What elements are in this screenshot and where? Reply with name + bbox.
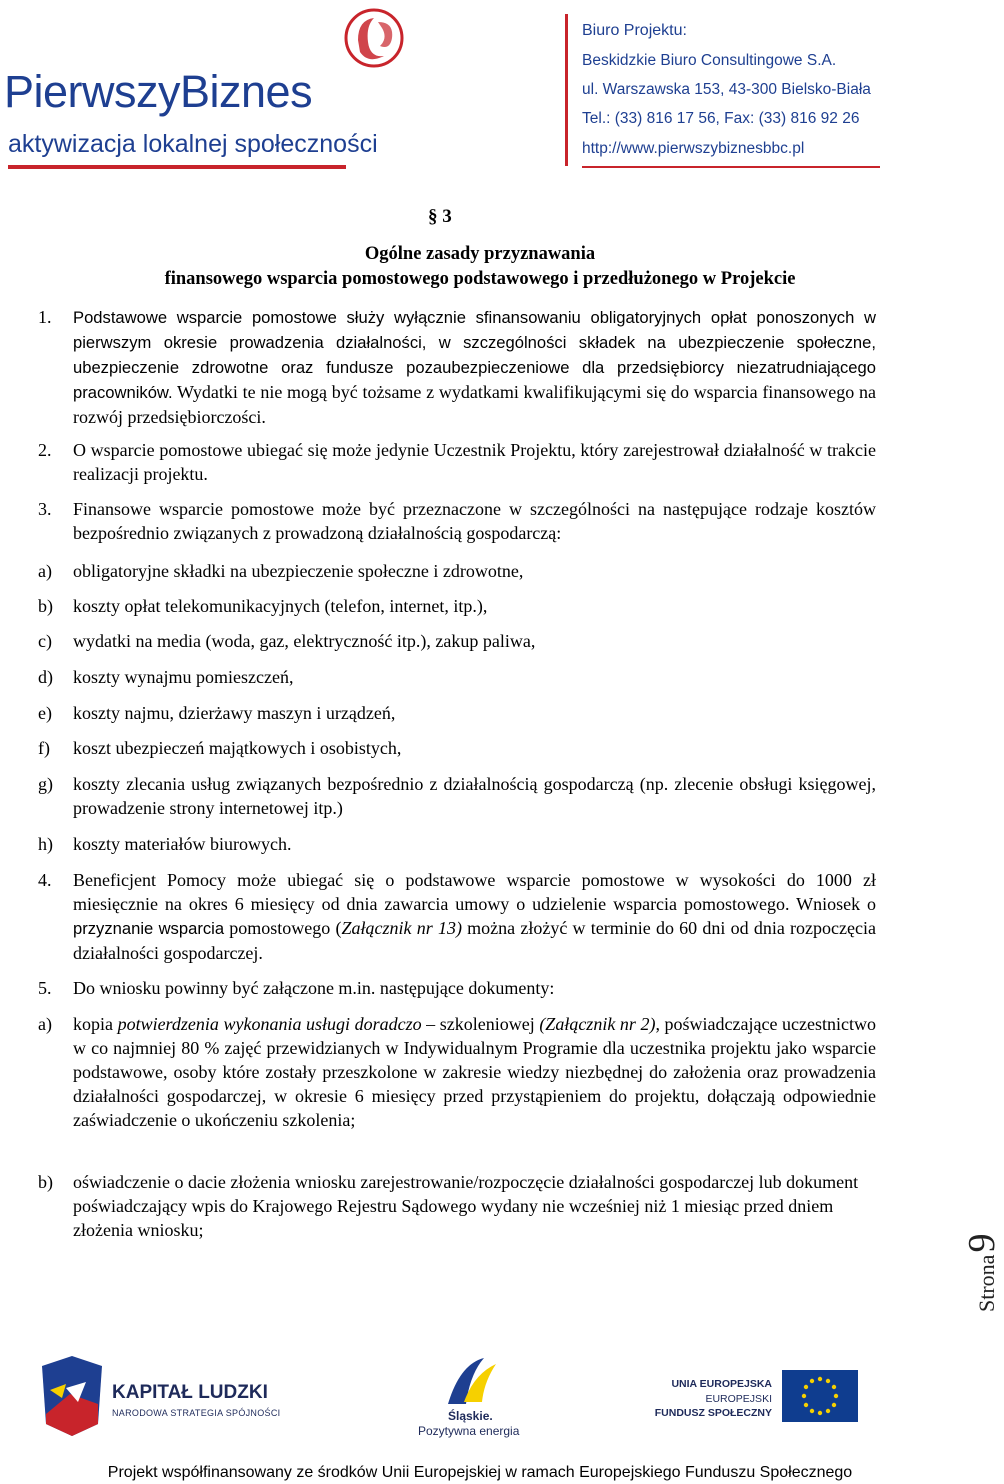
list-item	[38, 594, 876, 618]
eu-title: UNIA EUROPEJSKA	[671, 1378, 772, 1390]
point-text: Do wniosku powinny być załączone m.in. następujące dokumenty:	[73, 978, 555, 998]
slaskie-slogan: Pozytywna energia	[418, 1424, 520, 1438]
list-text-part: kopia	[73, 1014, 118, 1034]
logo-emblem-icon	[328, 2, 420, 77]
eu-flag-icon	[782, 1370, 858, 1422]
point-text-serif: Wydatki te nie mogą być tożsame z wydatkami kwalifikującymi się do wsparcia finansowego na rozwój przedsiębiorczości.	[73, 382, 876, 427]
point-number: 3.	[38, 499, 52, 519]
list-text-part: , poświadczające uczestnictwo w co najmniej 80 % zajęć przewidzianych w Indywidualnym Programie dla uczestnika projektu jako wsparcie podstawowe, osoby które zostały przeszkolone w zakresie wiedzy niezbędnej do założenia oraz prowadzenia działalności gospodarczej, w okresie 6 miesięcy przed przystąpieniem do projektu, dołączają odpowiednie zaświadczenie o ukończeniu szkolenia;	[73, 1014, 876, 1130]
list-text: koszty zlecania usług związanych bezpośrednio z działalnością gospodarczą (np. zlecenie obsługi księgowej, prowadzenie strony internetowej itp.)	[73, 774, 876, 818]
attachment-reference: Załącznik nr 13)	[341, 918, 462, 938]
list-item	[38, 832, 876, 856]
point-text: O wsparcie pomostowe ubiegać się może jedynie Uczestnik Projektu, który zarejestrował działalność w trakcie realizacji projektu.	[73, 440, 876, 484]
list-item	[38, 629, 876, 653]
list-item	[38, 736, 876, 760]
list-letter: c)	[38, 631, 52, 651]
list-letter: e)	[38, 703, 52, 723]
point-2	[38, 438, 876, 486]
eu-fund-line2: FUNDUSZ SPOŁECZNY	[654, 1407, 772, 1419]
list-text-part: – szkoleniowej	[421, 1014, 540, 1034]
point-number: 5.	[38, 978, 52, 998]
point-4	[38, 868, 876, 965]
list-item	[38, 1012, 876, 1132]
logo-name: PierwszyBiznes	[4, 66, 313, 117]
office-company: Beskidzkie Biuro Consultingowe S.A.	[582, 52, 837, 69]
logo-tagline: aktywizacja lokalnej społeczności	[8, 130, 378, 158]
office-phone: Tel.: (33) 816 17 56, Fax: (33) 816 92 26	[582, 110, 860, 127]
section-title-line-2: finansowego wsparcia pomostowego podstawowego i przedłużonego w Projekcie	[164, 269, 796, 289]
point-text: Finansowe wsparcie pomostowe może być przeznaczone w szczególności na następujące rodzaje kosztów bezpośrednio związanych z prowadzoną działalnością gospodarczą:	[73, 499, 876, 543]
list-text: koszt ubezpieczeń majątkowych i osobistych,	[73, 738, 402, 758]
page-number-text	[960, 1234, 1004, 1312]
project-office-info	[565, 14, 880, 166]
list-text: koszty materiałów biurowych.	[73, 834, 292, 854]
list-item	[38, 559, 876, 583]
list-text: koszty wynajmu pomieszczeń,	[73, 667, 294, 687]
point-5	[38, 976, 876, 1000]
page-footer	[0, 1340, 960, 1484]
kapital-ludzki-subtitle: NARODOWA STRATEGIA SPÓJNOŚCI	[112, 1408, 281, 1418]
point-text	[73, 868, 876, 965]
footer-caption: Projekt współfinansowany ze środków Unii Europejskiej w ramach Europejskiego Funduszu Społecznego	[107, 1464, 853, 1481]
list-text: koszty opłat telekomunikacyjnych (telefon, internet, itp.),	[73, 596, 488, 616]
office-address: ul. Warszawska 153, 43-300 Bielsko-Biała	[582, 81, 871, 98]
point-1	[38, 305, 876, 429]
list-letter: f)	[38, 738, 50, 758]
point-number: 2.	[38, 440, 52, 460]
list-letter: b)	[38, 1172, 53, 1192]
list-text: oświadczenie o dacie złożenia wniosku zarejestrowanie/rozpoczęcie działalności gospodarczej lub dokument poświadczający wpis do Krajowego Rejestru Sądowego wydany nie wcześniej niż 1 miesiąc przed dniem złożenia wniosku;	[73, 1172, 859, 1240]
list-text	[73, 1012, 876, 1132]
kapital-ludzki-title: KAPITAŁ LUDZKI	[112, 1382, 268, 1403]
list-letter: b)	[38, 596, 53, 616]
list-letter: h)	[38, 834, 53, 854]
list-item	[38, 1170, 876, 1242]
list-letter: a)	[38, 561, 52, 581]
list-text-italic: potwierdzenia wykonania usługi doradczo	[117, 1014, 422, 1034]
list-text: koszty najmu, dzierżawy maszyn i urządzeń,	[73, 703, 396, 723]
point-text	[73, 305, 876, 429]
point-number: 1.	[38, 307, 52, 327]
page-label: Strona	[974, 1254, 999, 1312]
office-website: http://www.pierwszybiznesbbc.pl	[582, 140, 805, 157]
list-item	[38, 701, 876, 725]
list-text: obligatoryjne składki na ubezpieczenie społeczne i zdrowotne,	[73, 561, 524, 581]
office-heading: Biuro Projektu:	[582, 22, 687, 39]
point-text-sans: Podstawowe wsparcie pomostowe służy wyłącznie sfinansowaniu obligatoryjnych opłat ponoszonych w pierwszym okresie prowadzenia działalności, w szczególności składek na ubezpieczenie społeczne, ubezpieczenie zdrowotne oraz fundusze pozaubezpieczeniowe dla przedsiębiorcy niezatrudniającego pracowników.	[73, 308, 876, 402]
office-divider	[582, 166, 880, 168]
eu-fund-line1: EUROPEJSKI	[705, 1393, 772, 1405]
page-value: 9	[961, 1233, 1003, 1253]
section-number: § 3	[428, 206, 452, 227]
point-text-part: Beneficjent Pomocy może ubiegać się o podstawowe wsparcie pomostowe w wysokości do 1000 zł miesięcznie na okres 6 miesięcy od dnia zawarcia umowy o udzielenie wsparcia pomostowego. Wniosek o	[73, 870, 876, 914]
list-text: wydatki na media (woda, gaz, elektryczność itp.), zakup paliwa,	[73, 631, 536, 651]
attachment-reference: (Załącznik nr 2)	[539, 1014, 656, 1034]
point-text-part: pomostowego (	[224, 918, 342, 938]
point-text-part: można złożyć w terminie do 60 dni od dnia rozpoczęcia działalności gospodarczej.	[73, 918, 876, 963]
list-item	[38, 772, 876, 820]
point-number: 4.	[38, 870, 52, 890]
list-item	[38, 665, 876, 689]
point-text-part: przyznanie wsparcia	[73, 919, 225, 938]
list-letter: a)	[38, 1014, 52, 1034]
slaskie-name: Śląskie.	[448, 1409, 493, 1423]
header-divider	[8, 165, 346, 169]
list-letter: d)	[38, 667, 53, 687]
section-title-line-1: Ogólne zasady przyznawania	[364, 244, 596, 264]
point-3	[38, 497, 876, 545]
page-header	[0, 0, 960, 172]
page-number	[924, 1222, 1003, 1314]
list-letter: g)	[38, 774, 53, 794]
